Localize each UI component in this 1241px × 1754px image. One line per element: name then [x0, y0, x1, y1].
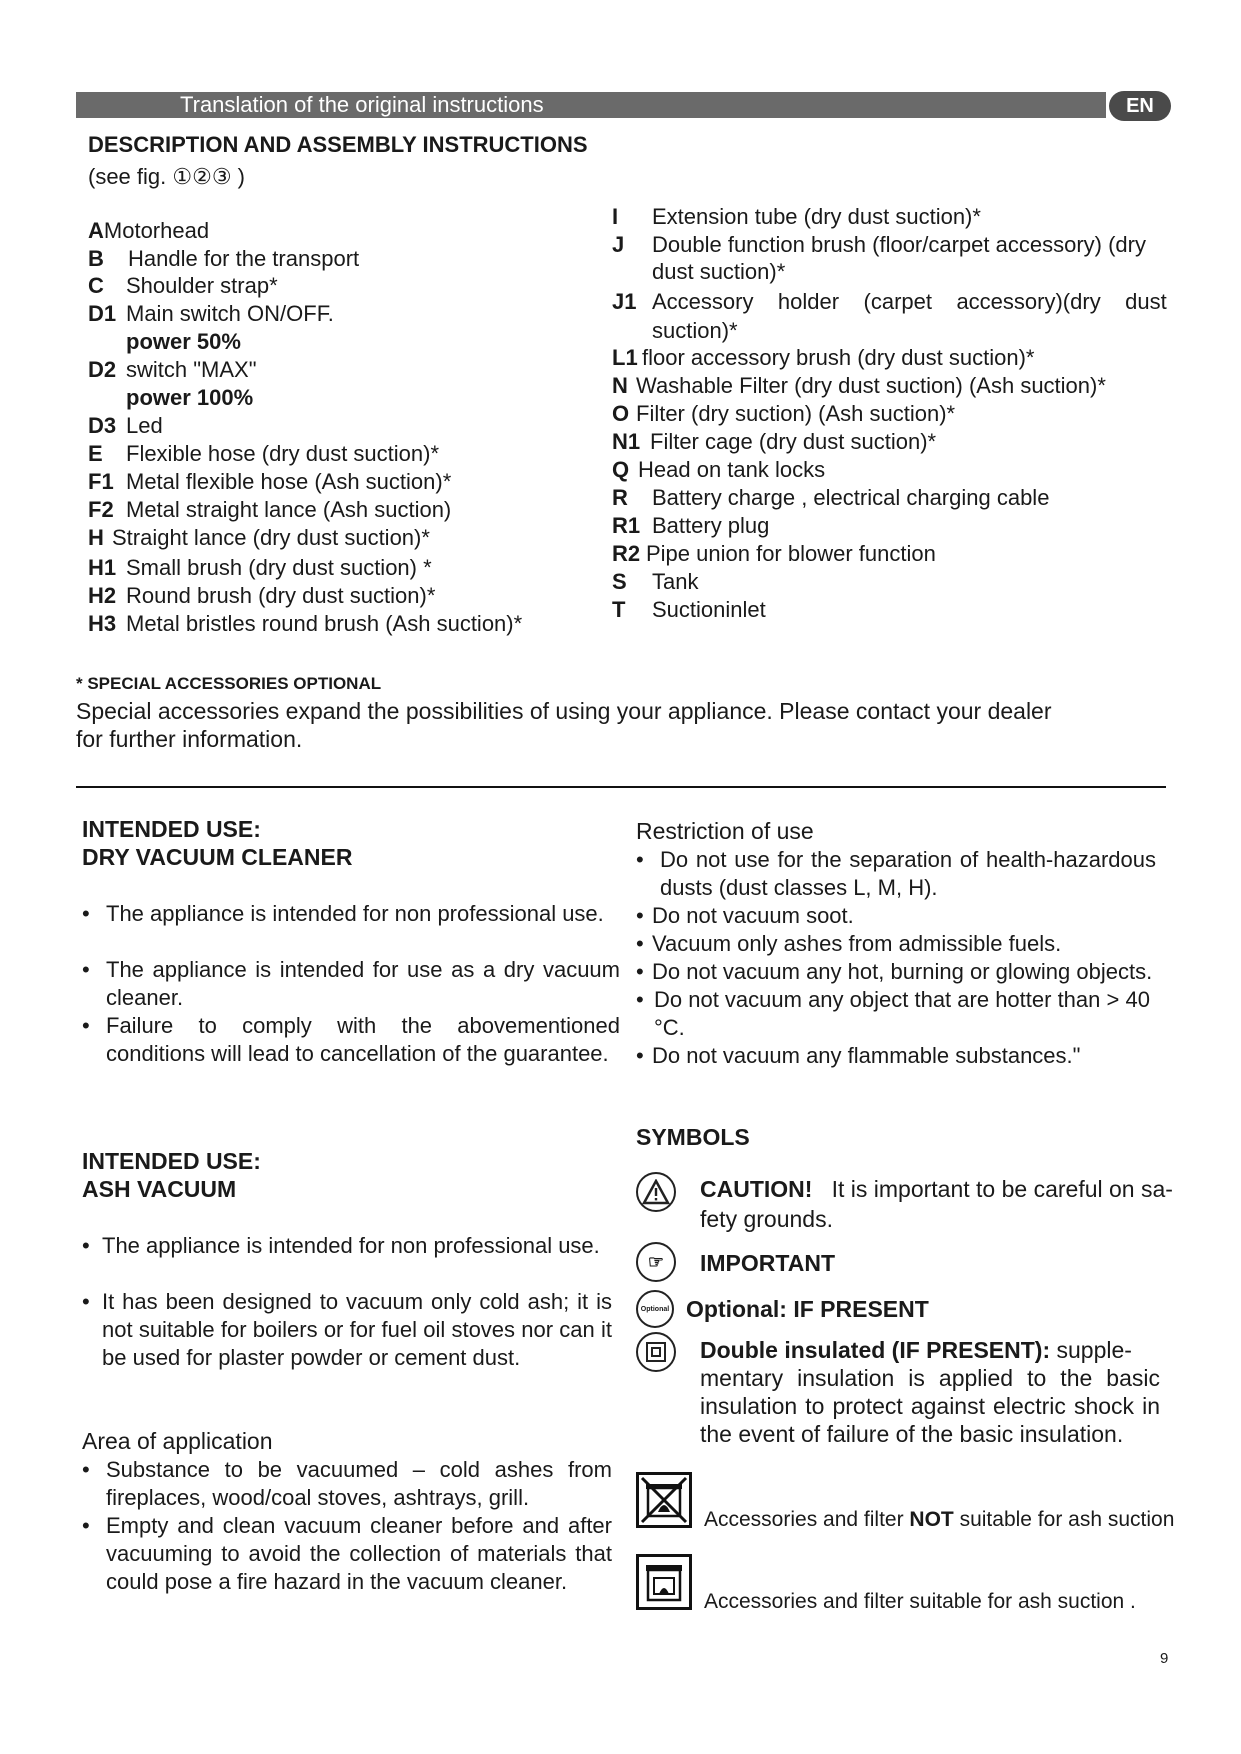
crossed-fireplace-icon	[640, 1476, 688, 1524]
optional-icon: Optional	[636, 1290, 674, 1328]
area-bullet: • Substance to be vacuumed – cold ashes from fireplaces, wood/coal stoves, ashtrays, grill.	[82, 1457, 612, 1510]
fireplace-icon	[640, 1558, 688, 1606]
area-bullet: • Empty and clean vacuum cleaner before and after vacuuming to avoid the collection of materials that could pose a fire hazard in the vacuum cleaner.	[82, 1513, 612, 1594]
bullet-dot: •	[82, 901, 90, 926]
list-item: R Battery charge , electrical charging cable	[612, 485, 1050, 510]
intended-dry-bullet: • Failure to comply with the abovementioned conditions will lead to cancellation of the guarantee.	[82, 1013, 620, 1066]
list-item: N1 Filter cage (dry dust suction)*	[612, 429, 937, 454]
list-item: R2 Pipe union for blower function	[612, 541, 936, 566]
intended-dry-title-2: DRY VACUUM CLEANER	[82, 844, 353, 870]
list-item: Q Head on tank locks	[612, 457, 826, 482]
list-item: I Extension tube (dry dust suction)*	[612, 204, 981, 229]
list-item: D2 switch "MAX"	[88, 357, 257, 382]
intended-ash-title-1: INTENDED USE:	[82, 1148, 261, 1174]
list-item: H2 Round brush (dry dust suction)*	[88, 583, 436, 608]
restriction-bullet: • Do not use for the separation of health-hazardous dusts (dust classes L, M, H).	[636, 847, 1156, 900]
language-badge: EN	[1109, 91, 1171, 121]
bullet-dot: •	[636, 959, 644, 984]
suitable-ash-icon	[636, 1554, 692, 1610]
list-item: J Double function brush (floor/carpet accessory) (dry	[612, 232, 1146, 257]
list-item: E Flexible hose (dry dust suction)*	[88, 441, 440, 466]
area-of-application-title: Area of application	[82, 1428, 273, 1454]
list-item: O Filter (dry suction) (Ash suction)*	[612, 401, 956, 426]
see-figure: (see fig. ①②③ )	[88, 164, 245, 189]
double-square-icon	[645, 1341, 667, 1363]
intended-dry-title-1: INTENDED USE:	[82, 816, 261, 842]
list-item: H3 Metal bristles round brush (Ash suction)*	[88, 611, 523, 636]
list-item: N Washable Filter (dry dust suction) (Ash suction)*	[612, 373, 1106, 398]
header-title: Translation of the original instructions	[180, 92, 544, 117]
list-item: H1 Small brush (dry dust suction) *	[88, 555, 432, 580]
caution-icon	[636, 1172, 676, 1212]
double-insulated-icon	[636, 1332, 676, 1372]
bullet-dot: •	[82, 1513, 90, 1538]
restriction-title: Restriction of use	[636, 818, 814, 844]
bullet-dot: •	[636, 987, 644, 1012]
list-item: F1 Metal flexible hose (Ash suction)*	[88, 469, 452, 494]
not-suitable-text: Accessories and filter NOT suitable for ash suction	[704, 1508, 1175, 1531]
optional-label: Optional: IF PRESENT	[686, 1296, 929, 1322]
list-item: T Suctioninlet	[612, 597, 766, 622]
double-insulated-line: Double insulated (IF PRESENT): supple-	[700, 1337, 1132, 1363]
list-item-continued: dust suction)*	[652, 259, 786, 284]
list-item: F2 Metal straight lance (Ash suction)	[88, 497, 452, 522]
list-item: S Tank	[612, 569, 699, 594]
list-item: B Handle for the transport	[88, 246, 360, 271]
symbols-title: SYMBOLS	[636, 1124, 750, 1150]
list-item: H Straight lance (dry dust suction)*	[88, 525, 430, 550]
important-label: IMPORTANT	[700, 1250, 836, 1276]
double-insulated-description: mentary insulation is applied to the basic insulation to protect against electric shock in the event of failure of the basic insulation.	[700, 1365, 1160, 1447]
list-item: AMotorhead	[88, 218, 210, 243]
bullet-dot: •	[82, 1233, 90, 1258]
intended-dry-bullet: • The appliance is intended for non professional use.	[82, 901, 604, 926]
bullet-dot: •	[82, 957, 90, 982]
list-item-continued: suction)*	[652, 318, 738, 343]
list-item: C Shoulder strap*	[88, 273, 278, 298]
restriction-bullet: • Do not vacuum any flammable substances."	[636, 1043, 1081, 1068]
warning-triangle-icon	[642, 1179, 670, 1205]
restriction-bullet: • Vacuum only ashes from admissible fuels.	[636, 931, 1062, 956]
section-divider	[76, 786, 1166, 788]
list-item: D3 Led	[88, 413, 163, 438]
important-icon: ☞	[636, 1242, 676, 1282]
description-title: DESCRIPTION AND ASSEMBLY INSTRUCTIONS	[88, 132, 588, 157]
caution-line-2: fety grounds.	[700, 1206, 833, 1232]
bullet-dot: •	[82, 1013, 90, 1038]
caution-line: CAUTION! It is important to be careful on sa-	[700, 1176, 1173, 1202]
bullet-dot: •	[82, 1289, 90, 1314]
intended-ash-bullet: • The appliance is intended for non professional use.	[82, 1233, 600, 1258]
special-accessories-title: * SPECIAL ACCESSORIES OPTIONAL	[76, 674, 382, 693]
intended-dry-bullet: • The appliance is intended for use as a dry vacuum cleaner.	[82, 957, 620, 1010]
list-item: R1 Battery plug	[612, 513, 770, 538]
list-item: D1 Main switch ON/OFF.	[88, 301, 334, 326]
restriction-bullet: • Do not vacuum any object that are hotter than > 40 °C.	[636, 987, 1150, 1040]
list-item: L1 floor accessory brush (dry dust suction)*	[612, 345, 1035, 370]
special-accessories-line-2: for further information.	[76, 726, 303, 752]
bullet-dot: •	[82, 1457, 90, 1482]
bullet-dot: •	[636, 931, 644, 956]
suitable-text: Accessories and filter suitable for ash suction .	[704, 1590, 1136, 1613]
bullet-dot: •	[636, 847, 644, 872]
restriction-bullet: • Do not vacuum any hot, burning or glowing objects.	[636, 959, 1153, 984]
special-accessories-line-1: Special accessories expand the possibilities of using your appliance. Please contact your dealer	[76, 698, 1052, 724]
list-item: J1 Accessory holder (carpet accessory)(dry dust	[612, 289, 1167, 314]
intended-ash-bullet: • It has been designed to vacuum only cold ash; it is not suitable for boilers or for fuel oil stoves nor can it be used for plaster powder or cement dust.	[82, 1289, 612, 1370]
restriction-bullet: • Do not vacuum soot.	[636, 903, 854, 928]
list-item-note: power 100%	[126, 385, 254, 410]
bullet-dot: •	[636, 1043, 644, 1068]
not-suitable-ash-icon	[636, 1472, 692, 1528]
intended-ash-title-2: ASH VACUUM	[82, 1176, 237, 1202]
list-item-note: power 50%	[126, 329, 241, 354]
bullet-dot: •	[636, 903, 644, 928]
page-number: 9	[1160, 1650, 1169, 1667]
